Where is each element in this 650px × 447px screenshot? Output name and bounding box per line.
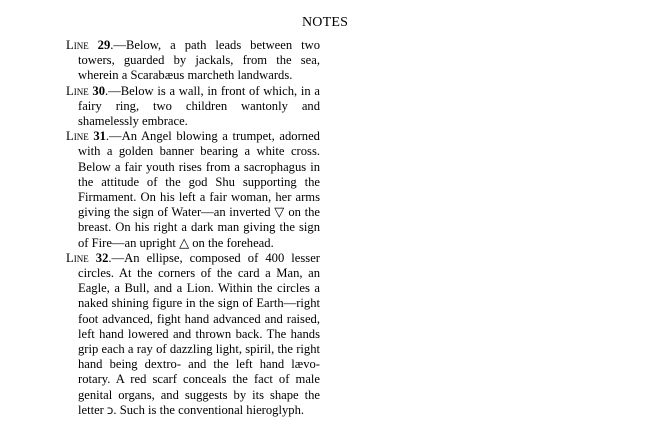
note-number: 32 [95,250,109,265]
note-label: Line [66,83,89,98]
hebrew-kaph-glyph: כ [107,402,114,417]
note-text: on the forehead. [192,235,274,250]
note-label: Line [66,129,89,144]
note-text: .—Below, a path leads between two towers, guarded by jackals, from the sea, wherein a Scarabæus marcheth landwards. [78,38,320,83]
page-title: NOTES [302,15,349,30]
note-number: 29 [97,38,111,52]
note-line-31 [66,129,320,251]
note-line-32 [66,251,320,418]
note-text: . Such is the conventional hieroglyph. [113,402,305,417]
note-line-29 [66,38,320,84]
notes-list [66,38,320,418]
fire-triangle-icon: △ [179,235,190,251]
note-text: on the breast. On his right a dark man giving the sign of Fire—an upright [78,205,321,250]
note-number: 31 [93,129,106,144]
note-line-30 [66,84,320,130]
water-triangle-icon: ▽ [274,205,285,221]
note-text: .—Below is a wall, in front of which, in a fairy ring, two children wantonly and shamelessly embrace. [78,83,320,129]
note-label: Line [66,250,89,265]
note-text: .—An Angel blowing a trumpet, adorned with a golden banner bearing a white cross. Below a fair youth rises from a sacrophagus in the attitude of the god Shu supporting the Firmament. On his left a fair woman, her arms giving the sign of Water—an inverted [78,129,320,220]
note-number: 30 [92,83,105,98]
note-text: .—An ellipse, composed of 400 lesser circles. At the corners of the card a Man, an Eagle, a Bull, and a Lion. Within the circles a naked shining figure in the sign of Earth—right foot advanced, fight hand advanced and raised, left hand lowered and thrown back. The hands grip each a ray of dazzling light, spiril, the right hand being dextro- and the left hand lævo-rotary. A red scarf conceals the fact of male genital organs, and suggests by its shape the letter [78,250,320,417]
note-label: Line [66,38,89,52]
